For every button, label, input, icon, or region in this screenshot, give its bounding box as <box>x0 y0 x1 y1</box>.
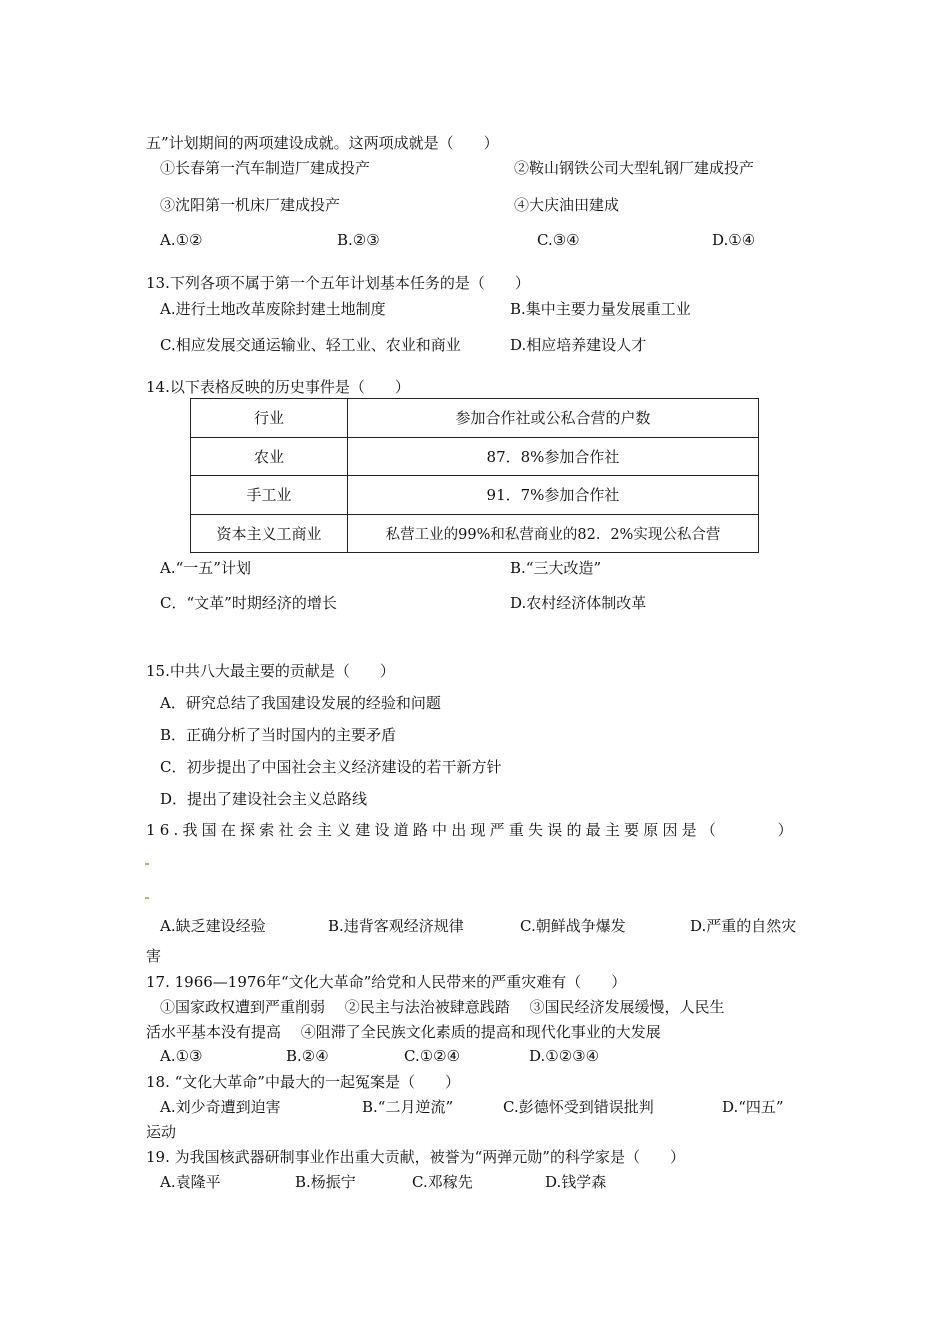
q13-option-d[interactable]: D.相应培养建设人才 <box>510 336 647 354</box>
q12-option-a[interactable]: A.①② <box>160 231 203 249</box>
q16-option-d[interactable]: D.严重的自然灾 <box>690 917 797 935</box>
q12-item-2: ②鞍山钢铁公司大型轧钢厂建成投产 <box>514 159 755 177</box>
q15-option-a[interactable]: A．研究总结了我国建设发展的经验和问题 <box>160 694 441 712</box>
q18-option-d-continuation: 运动 <box>146 1123 177 1141</box>
q19-option-d[interactable]: D.钱学森 <box>545 1173 607 1191</box>
q18-option-c[interactable]: C.彭德怀受到错误批判 <box>503 1098 654 1116</box>
table-header-row <box>191 399 759 438</box>
q19-option-c[interactable]: C.邓稼先 <box>412 1173 473 1191</box>
q14-stem: 14.以下表格反映的历史事件是（ ） <box>146 378 410 396</box>
q14-table <box>190 398 759 553</box>
q16-option-a[interactable]: A.缺乏建设经验 <box>160 917 266 935</box>
q12-item-3: ③沈阳第一机床厂建成投产 <box>160 196 341 214</box>
q13-option-a[interactable]: A.进行土地改革废除封建土地制度 <box>160 300 386 318</box>
q12-option-c[interactable]: C.③④ <box>537 231 580 249</box>
table-header-cell: 参加合作社或公私合营的户数 <box>348 399 759 438</box>
q12-item-4: ④大庆油田建成 <box>514 196 620 214</box>
table-row <box>191 514 759 553</box>
q19-stem: 19. 为我国核武器研制事业作出重大贡献，被誉为“两弹元勋”的科学家是（ ） <box>146 1148 685 1166</box>
q14-option-b[interactable]: B.“三大改造” <box>510 559 602 577</box>
table-cell: 农业 <box>191 437 348 476</box>
q12-item-1: ①长春第一汽车制造厂建成投产 <box>160 159 371 177</box>
table-cell: 私营工业的99%和私营商业的82．2%实现公私合营 <box>348 514 759 553</box>
table-header-cell: 行业 <box>191 399 348 438</box>
table-cell: 87．8%参加合作社 <box>348 437 759 476</box>
q17-statement-line-1: ①国家政权遭到严重削弱 ②民主与法治被肆意践踏 ③国民经济发展缓慢，人民生 <box>160 998 725 1016</box>
table-cell: 资本主义工商业 <box>191 514 348 553</box>
q17-option-a[interactable]: A.①③ <box>160 1047 203 1065</box>
q18-option-a[interactable]: A.刘少奇遭到迫害 <box>160 1098 281 1116</box>
q14-option-c[interactable]: C．“文革”时期经济的增长 <box>160 594 337 612</box>
q15-stem: 15.中共八大最主要的贡献是（ ） <box>146 662 395 680</box>
q17-stem: 17. 1966—1976年“文化大革命”给党和人民带来的严重灾难有（ ） <box>146 973 627 991</box>
q16-option-c[interactable]: C.朝鲜战争爆发 <box>520 917 626 935</box>
q17-option-b[interactable]: B.②④ <box>286 1047 329 1065</box>
q15-option-b[interactable]: B．正确分析了当时国内的主要矛盾 <box>160 726 397 744</box>
table-row <box>191 476 759 515</box>
q19-option-a[interactable]: A.袁隆平 <box>160 1173 221 1191</box>
q12-stem: 五”计划期间的两项建设成就。这两项成就是（ ） <box>146 134 499 152</box>
q18-option-d[interactable]: D.“四五” <box>722 1098 784 1116</box>
q19-option-b[interactable]: B.杨振宁 <box>295 1173 356 1191</box>
q17-option-d[interactable]: D.①②③④ <box>529 1047 600 1065</box>
q12-option-d[interactable]: D.①④ <box>712 231 756 249</box>
q18-option-b[interactable]: B.“二月逆流” <box>362 1098 454 1116</box>
q13-option-b[interactable]: B.集中主要力量发展重工业 <box>510 300 691 318</box>
q13-stem: 13.下列各项不属于第一个五年计划基本任务的是（ ） <box>146 274 530 292</box>
table-cell: 手工业 <box>191 476 348 515</box>
q14-option-d[interactable]: D.农村经济体制改革 <box>510 594 647 612</box>
q17-option-c[interactable]: C.①②④ <box>404 1047 461 1065</box>
table-cell: 91．7%参加合作社 <box>348 476 759 515</box>
q13-option-c[interactable]: C.相应发展交通运输业、轻工业、农业和商业 <box>160 336 461 354</box>
q17-statement-line-2: 活水平基本没有提高 ④阻滞了全民族文化素质的提高和现代化事业的大发展 <box>146 1023 661 1041</box>
decorative-mark <box>145 897 149 899</box>
q15-option-d[interactable]: D．提出了建设社会主义总路线 <box>160 790 368 808</box>
q15-option-c[interactable]: C．初步提出了中国社会主义经济建设的若干新方针 <box>160 758 502 776</box>
q16-option-b[interactable]: B.违背客观经济规律 <box>328 917 464 935</box>
q18-stem: 18. “文化大革命”中最大的一起冤案是（ ） <box>146 1073 460 1091</box>
decorative-mark <box>145 863 149 865</box>
q12-option-b[interactable]: B.②③ <box>337 231 380 249</box>
q16-stem: 16.我国在探索社会主义建设道路中出现严重失误的最主要原因是（ ） <box>146 821 797 839</box>
table-row <box>191 437 759 476</box>
q16-option-d-continuation: 害 <box>146 947 162 965</box>
q14-option-a[interactable]: A.“一五”计划 <box>160 559 251 577</box>
